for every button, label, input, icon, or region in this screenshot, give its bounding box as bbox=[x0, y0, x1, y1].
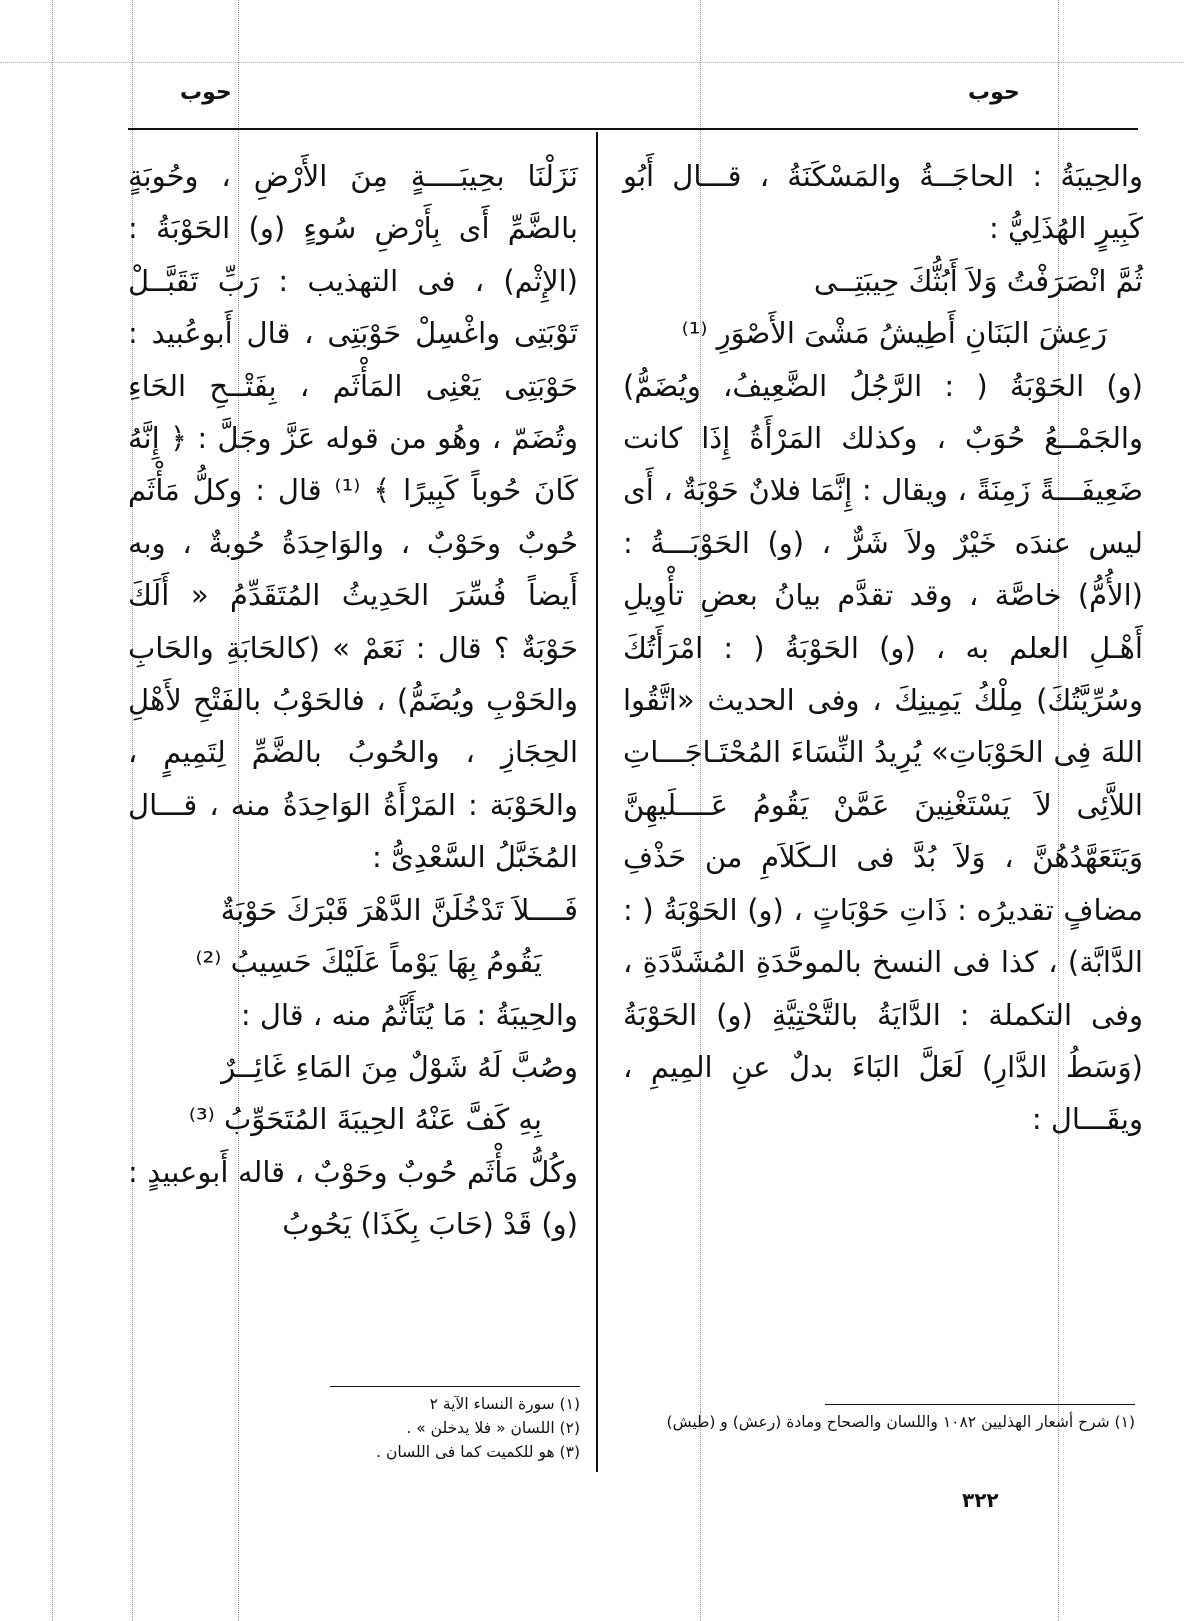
scan-guide-line bbox=[0, 62, 1184, 63]
right-column bbox=[623, 150, 1143, 1146]
paragraph: (و) الحَوْبَةُ ( : الرَّجُلُ الضَّعِيفُ، ويُضَمُّ) والجَمْــعُ حُوَبٌ ، وكذلك المَرْأَةُ إِذَا كانت ضَعِيفَـــةً زَمِنَةً ، ويقال : إِنَّمَا فلانٌ حَوْبَةٌ ، أَى ليس عندَه خَيْرٌ ولاَ شَرٌّ ، (و) الحَوْبَـــةُ : (الأُمُّ) خاصَّة ، وقد تقدَّم بيانُ بعضِ تأْوِيلِ أَهْـلِ العلم به ، (و) الحَوْبَةُ ( : امْرَأَتُكَ وسُرِّيَّتُكَ) مِلْكُ يَمِينِكَ ، وفى الحديث «اتَّقُوا اللهَ فِى الحَوْبَاتِ» يُرِيدُ النِّسَاءَ المُحْتَـاجَـــاتِ اللاَّئِى لاَ يَسْتَغْنِينَ عَمَّنْ يَقُومُ عَــــلَيهِنَّ وَيَتَعَهَّدُهُنَّ ، وَلاَ بُدَّ فى الـكَلاَمِ من حَذْفِ مضافٍ تقديرُه : ذَاتِ حَوْبَاتٍ ، (و) الحَوْبَةُ ( : الدَّابَّة) ، كذا فى النسخ بالموحَّدَةِ المُشَدَّدَةِ ، وفى التكملة : الدَّايَةُ بالتَّحْتِيَّةِ (و) الحَوْبَةُ (وَسَطُ الدَّارِ) لَعَلَّ البَاءَ بدلٌ عنِ المِيمِ ، ويقَـــال : bbox=[623, 368, 1143, 1137]
paragraph: والحِيبَةُ : الحاجَــةُ والمَسْكَنَةُ ، قـــال أَبُو كَبِيرٍ الهُذَلِيُّ : bbox=[623, 159, 1143, 246]
right-footnotes bbox=[630, 1410, 1135, 1434]
paragraph: والحِيبَةُ : مَا يُتَأَثَّمُ منه ، قال : bbox=[240, 997, 578, 1032]
footnote: (٢) اللسان « فلا يدخلن » . bbox=[406, 1419, 580, 1437]
verse-line: بِهِ كَفَّ عَنْهُ الحِيبَةَ المُتَحَوِّبُ ⁽³⁾ bbox=[188, 1102, 542, 1137]
footnote: (١) سورة النساء الآية ٢ bbox=[429, 1395, 580, 1413]
left-footnotes bbox=[290, 1392, 580, 1464]
verse-line: رَعِشَ البَنَانِ أَطِيشُ مَشْىَ الأَصْوَرِ ⁽¹⁾ bbox=[681, 316, 1107, 351]
footnote: (١) شرح أشعار الهذليين ١٠٨٢ واللسان والصحاح ومادة (رعش) و (طيش) bbox=[666, 1413, 1135, 1431]
column-divider bbox=[596, 132, 598, 1472]
verse-line: يَقُومُ بِهَا يَوْماً عَلَيْكَ حَسِيبُ ⁽²⁾ bbox=[195, 945, 542, 980]
left-column bbox=[128, 150, 578, 1251]
paragraph: وكُلُّ مَأْثَم حُوبٌ وحَوْبٌ ، قاله أَبوعبيدٍ : (و) قَدْ (حَابَ بِكَذَا) يَحُوبُ bbox=[128, 1154, 578, 1242]
footnote: (٣) هو للكميت كما فى اللسان . bbox=[376, 1443, 580, 1461]
header-rule bbox=[128, 128, 1138, 130]
left-running-head: حوب bbox=[180, 80, 232, 105]
footnote-rule bbox=[825, 1404, 1135, 1405]
verse-line: وصُبَّ لَهُ شَوْلٌ مِنَ المَاءِ غَائِــرٌ bbox=[221, 1049, 578, 1084]
right-running-head: حوب bbox=[968, 80, 1020, 105]
page-number: ٣٢٢ bbox=[962, 1488, 999, 1512]
scan-guide-line bbox=[52, 0, 53, 1621]
footnote-rule bbox=[330, 1386, 580, 1387]
verse-line: ثُمَّ انْصَرَفْتُ وَلاَ أَبُثُّكَ حِيبَتِــى bbox=[813, 263, 1143, 298]
paragraph: نَزَلْنَا بحِيبَــــةٍ مِنَ الأَرْضِ ، وحُوبَةٍ بالضَّمِّ أَى بِأَرْضِ سُوءٍ (و) الحَوْبَةُ : (الإِثْم) ، فى التهذيب : رَبِّ تَقَبَّــلْ تَوْبَتِى واغْسِلْ حَوْبَتِى ، قال أَبوعُبيد : حَوْبَتِى يَعْنِى المَأْثَم ، بِفَتْــحِ الحَاءِ وتُضَمّ ، وهُو من قوله عَزَّ وجَلَّ : ﴿ إِنَّهُ كَانَ حُوباً كَبِيرًا ﴾ ⁽¹⁾ قال : وكلُّ مَأْثَم حُوبٌ وحَوْبٌ ، والوَاحِدَةُ حُوبةٌ ، وبه أَيضاً فُسِّرَ الحَدِيثُ المُتَقَدِّمُ « أَلَكَ حَوْبَةٌ ؟ قال : نَعَمْ » (كالحَابَةِ والحَابِ والحَوْبِ ويُضَمُّ) ، فالحَوْبُ بالفَتْحِ لأَهْلِ الحِجَازِ ، والحُوبُ بالضَّمِّ لِتَمِيمٍ ، والحَوْبَة : المَرْأَةُ الوَاحِدَةُ منه ، قـــال المُخَبَّلُ السَّعْدِىُّ : bbox=[128, 159, 578, 875]
verse-line: فَــــلاَ تَدْخُلَنَّ الدَّهْرَ قَبْرَكَ حَوْبَةٌ bbox=[220, 892, 578, 927]
